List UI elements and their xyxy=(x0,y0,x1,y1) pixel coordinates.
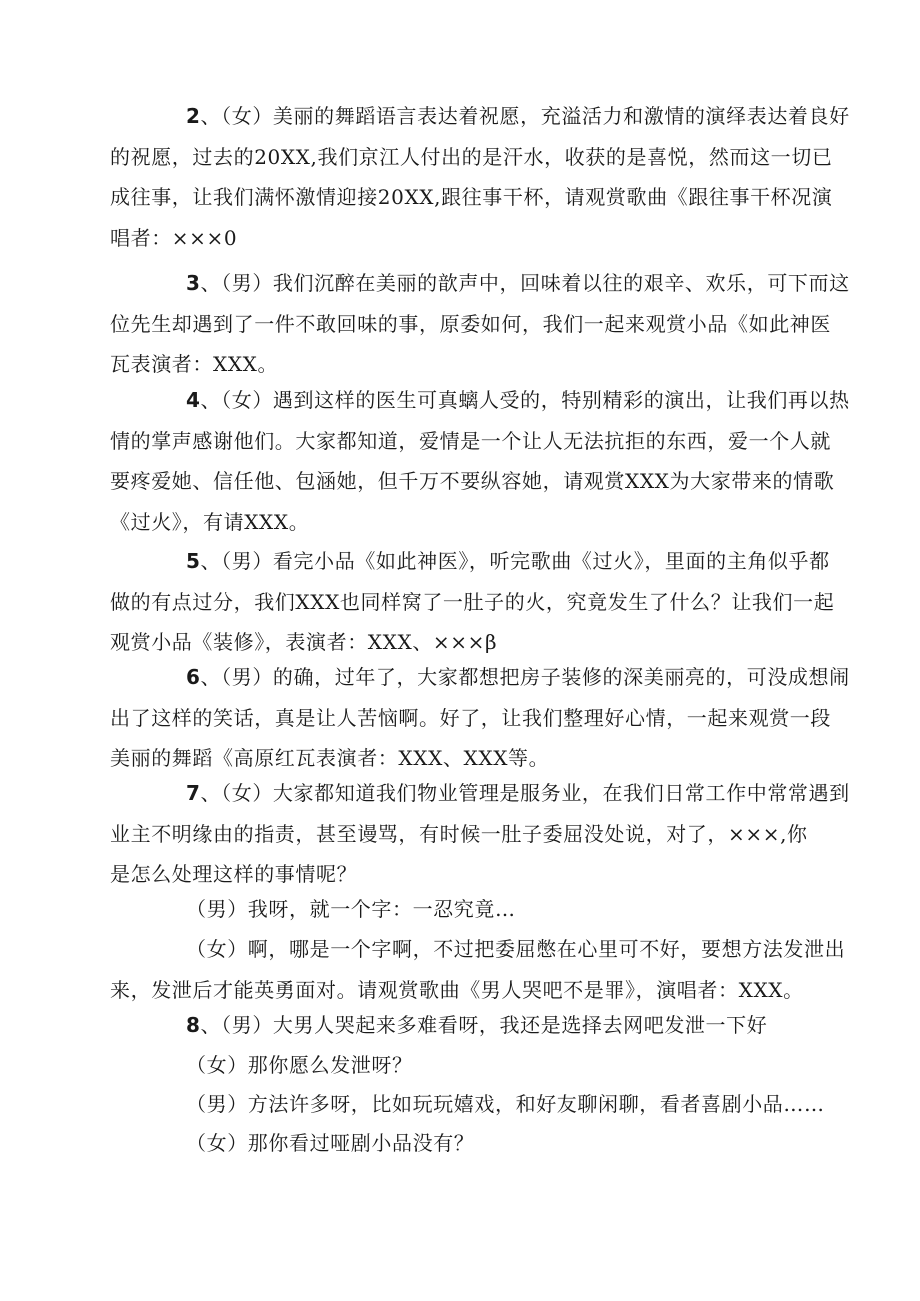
paragraph-line: 要疼爱她、信任他、包涵她，但千万不要纵容她，请观赏XXX为大家带来的情歌 xyxy=(110,469,835,493)
paragraph-line xyxy=(110,380,850,421)
paragraph-line xyxy=(110,541,830,582)
paragraph-line: 的祝愿，过去的20XX,我们京江人付出的是汗水，收获的是喜悦，然而这一切已 xyxy=(110,144,833,169)
paragraph-line: （女）啊，哪是一个字啊，不过把委屈憋在心里可不好，要想方法发泄出 xyxy=(186,937,846,961)
paragraph-7 xyxy=(110,773,850,895)
paragraph-line: 业主不明缘由的指责，甚至谩骂，有时候一肚子委屈没处说，对了，×××,你 xyxy=(110,821,808,846)
paragraph-line: 瓦表演者：XXX。 xyxy=(110,352,279,376)
paragraph-line: 做的有点过分，我们XXX也同样窝了一肚子的火，究竟发生了什么？让我们一起 xyxy=(110,589,835,614)
line-text: 、（女）大家都知道我们物业管理是服务业，在我们日常工作中常常遇到 xyxy=(200,781,850,805)
dialogue-female-3 xyxy=(110,1123,790,1164)
item-number: 3 xyxy=(186,271,201,295)
item-number: 5 xyxy=(186,549,201,573)
paragraph-line: （男）我呀，就一个字：一忍究竟… xyxy=(186,897,516,921)
item-number: 4 xyxy=(186,388,201,412)
paragraph-line: （女）那你看过哑剧小品没有？ xyxy=(186,1131,475,1155)
item-number: 2 xyxy=(186,104,201,128)
paragraph-line: 出了这样的笑话，真是让人苦恼啊。好了，让我们整理好心情，一起来观赏一段 xyxy=(110,705,831,730)
paragraph-line: 观赏小品《装修》，表演者：XXX、×××β xyxy=(110,630,498,654)
paragraph-line xyxy=(110,96,850,137)
paragraph-2 xyxy=(110,96,850,258)
paragraph-line: 成往事，让我们满怀激情迎接20XX,跟往事干杯，请观赏歌曲《跟往事干杯况演 xyxy=(110,185,833,209)
item-number: 7 xyxy=(186,781,201,805)
line-text: 、（男）看完小品《如此神医》，听完歌曲《过火》，里面的主角似乎都 xyxy=(200,549,830,573)
paragraph-line: 情的掌声感谢他们。大家都知道，爱情是一个让人无法抗拒的东西，爱一个人就 xyxy=(110,428,831,453)
paragraph-line: （男）方法许多呀，比如玩玩嬉戏，和好友聊闲聊，看者喜剧小品…… xyxy=(186,1092,825,1116)
paragraph-line: （女）那你愿么发泄呀？ xyxy=(186,1053,413,1077)
line-text: 、（女）美丽的舞蹈语言表达着祝愿，充溢活力和激情的演绎表达着良好 xyxy=(200,104,850,128)
dialogue-male-2 xyxy=(110,1084,825,1125)
paragraph-line: 唱者：×××0 xyxy=(110,225,238,250)
paragraph-line xyxy=(110,773,850,814)
dialogue-female-1 xyxy=(110,929,846,1010)
line-text: 、（男）的确，过年了，大家都想把房子装修的深美丽亮的，可没成想闹 xyxy=(200,665,850,689)
paragraph-line: 是怎么处理这样的事情呢？ xyxy=(110,862,358,886)
paragraph-4 xyxy=(110,380,850,542)
line-text: 、（女）遇到这样的医生可真螭人受的，特别精彩的演出，让我们再以热 xyxy=(200,388,850,412)
paragraph-line: 《过火》，有请XXX。 xyxy=(110,509,310,534)
paragraph-line: 美丽的舞蹈《高原红瓦表演者：XXX、XXX等。 xyxy=(110,746,550,770)
item-number: 6 xyxy=(186,665,201,689)
paragraph-line xyxy=(110,263,850,304)
paragraph-line: 位先生却遇到了一件不敢回味的事，原委如何，我们一起来观赏小品《如此神医 xyxy=(110,311,831,336)
line-text: 、（男）我们沉醉在美丽的歆声中，回味着以往的艰辛、欢乐，可下而这 xyxy=(200,271,850,295)
paragraph-line: 来，发泄后才能英勇面对。请观赏歌曲《男人哭吧不是罪》，演唱者：XXX。 xyxy=(110,977,804,1002)
dialogue-female-2 xyxy=(110,1045,790,1086)
paragraph-line xyxy=(110,657,850,698)
paragraph-5 xyxy=(110,541,835,663)
item-number: 8 xyxy=(186,1013,201,1037)
paragraph-3 xyxy=(110,263,850,385)
paragraph-6 xyxy=(110,657,850,779)
paragraph-8 xyxy=(110,1005,790,1046)
paragraph-line xyxy=(110,1005,790,1046)
dialogue-male-1 xyxy=(110,889,790,930)
line-text: 、（男）大男人哭起来多难看呀，我还是选择去网吧发泄一下好 xyxy=(200,1013,768,1037)
